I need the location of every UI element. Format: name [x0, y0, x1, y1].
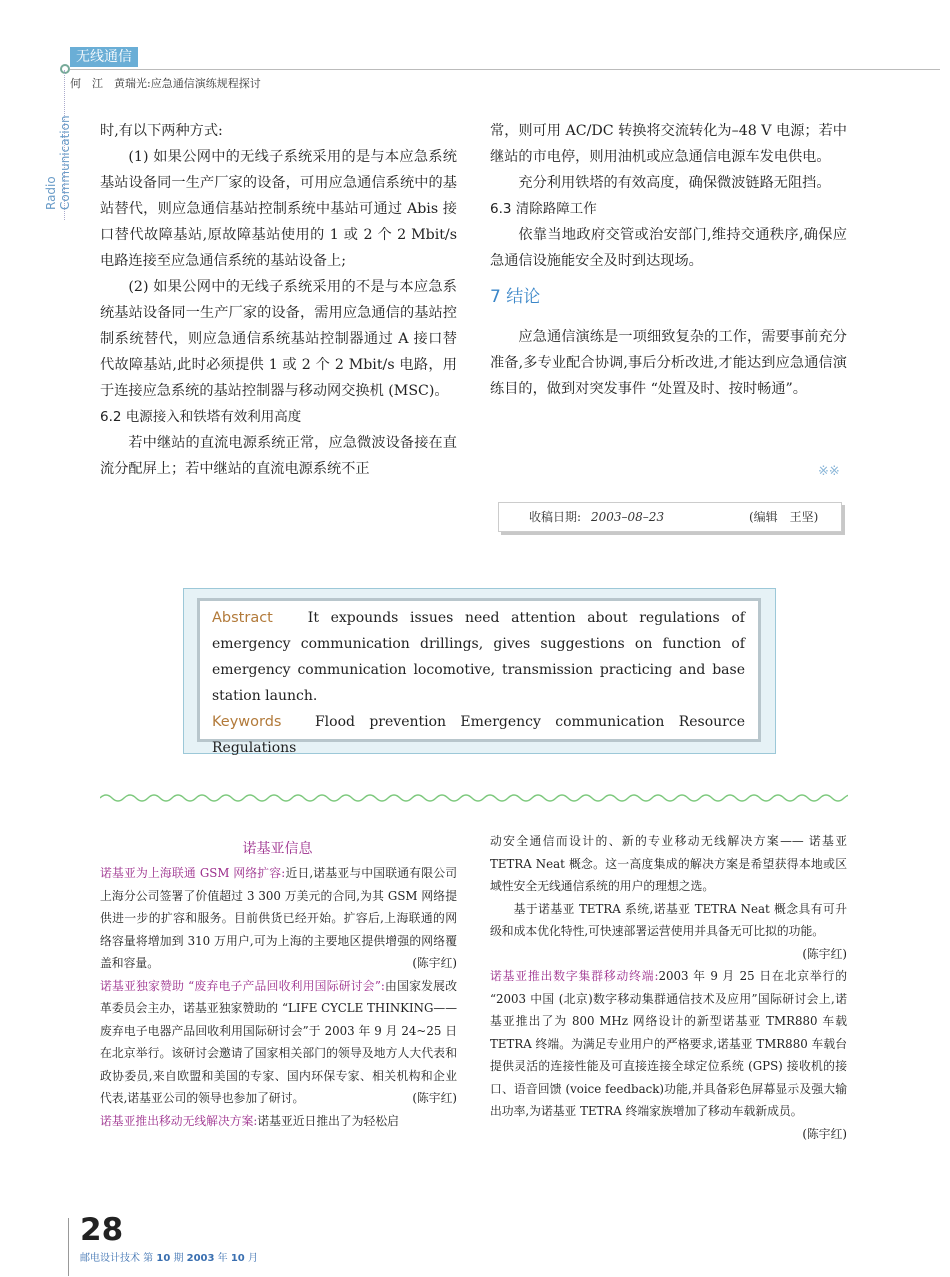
keywords-label: Keywords: [212, 714, 282, 730]
received-date-box: [498, 502, 842, 532]
journal-text: 期: [170, 1253, 187, 1264]
footer-rule: [68, 1218, 69, 1276]
news-body: 2003 年 9 月 25 日在北京举行的 “2003 中国 (北京)数字移动集群通信技术及应用”国际研讨会上,诺基亚推出了为 800 MHz 网络设计的新型诺基亚 TMR880 车载 TETRA 终端。为满足专业用户的严格要求,诺基亚 TMR880 车载台提供灵活的连接性能及可直接连接全球定位系统 (GPS) 接收机的接口、语音回馈 (voice feedback)功能,并具备彩色屏幕显示及强大输出功率,为诺基亚 TETRA 终端家族增加了移动车载新成员。: [490, 969, 847, 1118]
received-label: 收稿日期:: [529, 510, 582, 524]
news-title: 诺基亚信息: [242, 841, 313, 857]
news-item: [100, 862, 457, 975]
news-body: 由国家发展改革委员会主办，诺基亚独家赞助的 “LIFE CYCLE THINKING—— 废弃电子电器产品回收利用国际研讨会”于 2003 年 9 月 24~25 日在北京举行。该研讨会邀请了国家相关部门的领导及地方人大代表和政协委员,来自欧盟和美国的专家、国内环保专家、相关机构和企业代表,诺基亚公司的领导也参加了研讨。: [100, 978, 457, 1105]
news-right-column: [490, 830, 847, 1145]
news-left-column: [100, 862, 457, 1132]
abstract-label: Abstract: [212, 610, 273, 626]
end-mark-icon: ※※: [818, 464, 840, 479]
header-dot-icon: [60, 64, 70, 74]
news-source: (陈宇红): [802, 946, 847, 961]
news-headline: 诺基亚推出移动无线解决方案:: [100, 1113, 258, 1128]
month: 10: [230, 1253, 245, 1264]
news-headline: 诺基亚独家赞助 “废弃电子产品回收利用国际研讨会”:: [100, 978, 385, 993]
paragraph: (1) 如果公网中的无线子系统采用的是与本应急系统基站设备同一生产厂家的设备，可用应急通信系统中的基站替代，则应急通信基站控制系统中基站可通过 Abis 接口替代故障基站,原故障基站使用的 1 或 2 个 2 Mbit/s 电路连接至应急通信系统的基站设备上;: [100, 149, 457, 269]
journal-text: 年: [214, 1253, 231, 1264]
year: 2003: [186, 1253, 215, 1264]
left-column: [100, 118, 457, 482]
issue-number: 10: [156, 1253, 171, 1264]
news-body: 动安全通信而设计的、新的专业移动无线解决方案—— 诺基亚 TETRA Neat 概念。这一高度集成的解决方案是希望获得本地或区域性安全无线通信系统的用户的理想之选。: [490, 834, 847, 893]
journal-text: 邮电设计技术 第: [80, 1253, 157, 1264]
wave-divider: [100, 790, 848, 806]
paragraph: 充分利用铁塔的有效高度，确保微波链路无阻挡。: [518, 175, 831, 191]
news-source: (陈宇红): [412, 1091, 457, 1105]
paragraph: 若中继站的直流电源系统正常，应急微波设备接在直流分配屏上；若中继站的直流电源系统不正: [100, 435, 457, 477]
news-body: 基于诺基亚 TETRA 系统,诺基亚 TETRA Neat 概念具有可升级和成本优化特性,可快速部署运营使用并具备无可比拟的功能。: [490, 901, 847, 938]
side-label: Radio Communication: [44, 115, 72, 210]
paragraph: 时,有以下两种方式:: [100, 123, 223, 139]
news-body: 近日,诺基亚与中国联通有限公司上海分公司签署了价值超过 3 300 万美元的合同,为其 GSM 网络提供进一步的扩容和服务。目前供货已经开始。扩容后,上海联通的网络容量将增加到 310 万用户,可为上海的主要地区提供增强的网络覆盖和容量。: [100, 866, 457, 970]
section-heading-conclusion: 7 结论: [490, 287, 541, 307]
page-number: 28: [80, 1212, 124, 1248]
section-heading: 6.3 清除路障工作: [490, 201, 597, 217]
section-heading: 6.2 电源接入和铁塔有效利用高度: [100, 409, 302, 425]
news-source: (陈宇红): [412, 956, 457, 970]
section-badge: 无线通信: [70, 47, 138, 67]
news-item: [490, 965, 847, 1141]
running-header: 何 江 黄瑞光:应急通信演练规程探讨: [70, 77, 261, 90]
abstract-body: It expounds issues need attention about regulations of emergency communication drillings, gives suggestions on function of emergency communication locomotive, transmission practicing and base station launch.: [212, 610, 745, 704]
news-headline: 诺基亚为上海联通 GSM 网络扩容:: [100, 866, 286, 880]
journal-text: 月: [244, 1253, 258, 1264]
news-item: [100, 975, 457, 1110]
right-column: [490, 118, 847, 402]
news-item: [100, 1110, 457, 1133]
received-date: 2003–08–23: [591, 510, 665, 524]
news-body: [490, 898, 847, 961]
header-rule: [70, 69, 940, 70]
news-body: 诺基亚近日推出了为轻松启: [257, 1113, 399, 1128]
abstract-text: [212, 605, 745, 761]
keywords: Flood prevention Emergency communication Resource Regulations: [212, 714, 745, 756]
paragraph: 常，则可用 AC/DC 转换将交流转化为–48 V 电源；若中继站的市电停，则用油机或应急通信电源车发电供电。: [490, 123, 847, 165]
paragraph: 应急通信演练是一项细致复杂的工作，需要事前充分准备,多专业配合协调,事后分析改进,才能达到应急通信演练目的，做到对突发事件 “处置及时、按时畅通”。: [490, 329, 847, 397]
journal-info: [80, 1249, 258, 1264]
news-source: (陈宇红): [802, 1126, 847, 1141]
paragraph: 依靠当地政府交管或治安部门,维持交通秩序,确保应急通信设施能安全及时到达现场。: [490, 227, 847, 269]
paragraph: (2) 如果公网中的无线子系统采用的不是与本应急系统基站设备同一生产厂家的设备，需用应急通信的基站控制系统替代，则应急通信系统基站控制器通过 A 接口替代故障基站,此时必须提供 1 或 2 个 2 Mbit/s 电路，用于连接应急系统的基站控制器与移动网交换机 (MSC)。: [100, 279, 457, 399]
editor: (编辑 王坚): [749, 510, 819, 524]
news-headline: 诺基亚推出数字集群移动终端:: [490, 969, 659, 983]
